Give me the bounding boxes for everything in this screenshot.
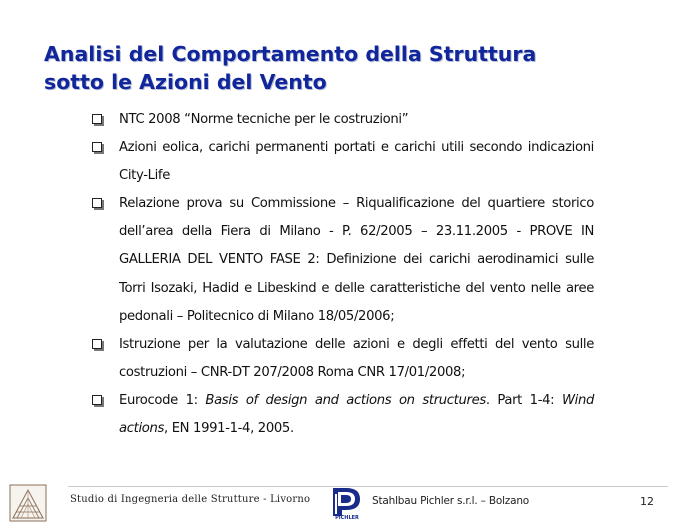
bullet-text: Azioni eolica, carichi permanenti portati e carichi utili secondo indicazioni City-Life xyxy=(119,140,594,184)
bullet-item xyxy=(92,106,594,134)
bullet-item xyxy=(92,190,594,330)
bullet-text-e: , EN 1991-1-4, 2005. xyxy=(164,421,294,437)
page-number: 12 xyxy=(640,495,654,508)
title-line-1: Analisi del Comportamento della Struttura xyxy=(44,42,537,66)
title-line-2: sotto le Azioni del Vento xyxy=(44,70,327,94)
studio-logo-icon xyxy=(9,484,47,522)
pichler-logo-label: PICHLER xyxy=(335,515,359,521)
checkbox-bullet-icon xyxy=(92,339,102,349)
bullet-text-d: Wind actions xyxy=(119,392,594,437)
bullet-text-b: Basis of design and actions on structures xyxy=(205,392,486,408)
bullet-item xyxy=(92,331,594,387)
checkbox-bullet-icon xyxy=(92,142,102,152)
bullet-text-c: . Part 1-4: xyxy=(485,392,562,408)
studio-name: Studio di Ingegneria delle Strutture - Livorno xyxy=(70,494,311,505)
bullet-list xyxy=(92,106,594,443)
checkbox-bullet-icon xyxy=(92,198,102,208)
bullet-text: Istruzione per la valutazione delle azioni e degli effetti del vento sulle costruzioni – CNR-DT 207/2008 Roma CNR 17/01/2008; xyxy=(119,336,594,380)
bullet-text-a: Eurocode 1: xyxy=(119,392,206,408)
checkbox-bullet-icon xyxy=(92,395,102,405)
company-name: Stahlbau Pichler s.r.l. – Bolzano xyxy=(372,495,530,507)
bullet-item xyxy=(92,387,594,443)
footer-divider xyxy=(68,486,668,487)
checkbox-bullet-icon xyxy=(92,114,102,124)
bullet-text: NTC 2008 “Norme tecniche per le costruzioni” xyxy=(119,112,409,127)
slide-title xyxy=(44,40,644,96)
bullet-item xyxy=(92,134,594,190)
bullet-text: Relazione prova su Commissione – Riqualificazione del quartiere storico dell’area della Fiera di Milano - P. 62/2005 – 23.11.2005 - PROVE IN GALLERIA DEL VENTO FASE 2: Definizione dei carichi aerodinamici sulle Torri Isozaki, Hadid e Libeskind e delle caratteristiche del vento nelle aree pedonali – Politecnico di Milano 18/05/2006; xyxy=(119,196,594,324)
